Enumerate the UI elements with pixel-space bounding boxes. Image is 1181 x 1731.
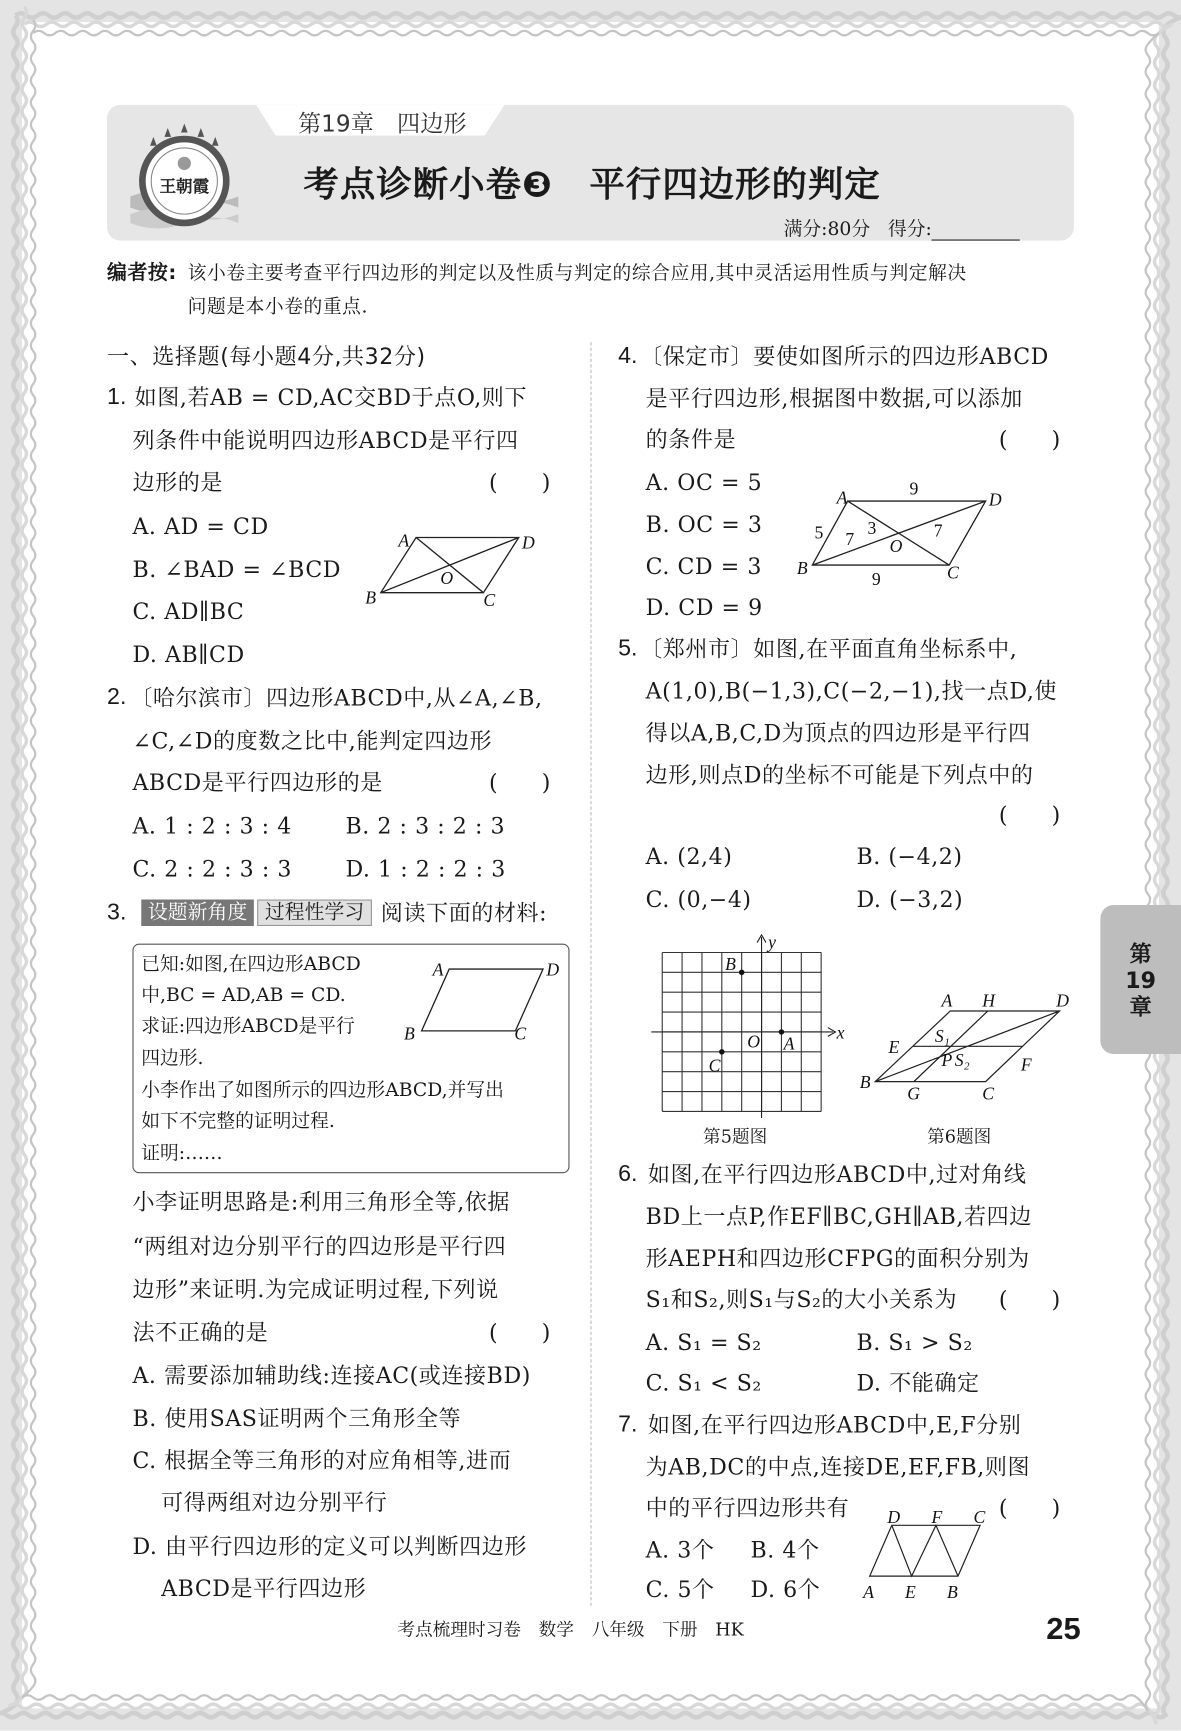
option-a[interactable]: A. 3个	[645, 1536, 715, 1563]
figure-label: F	[1020, 1054, 1032, 1075]
answer-blank[interactable]: ( )	[488, 769, 551, 796]
option-d[interactable]: D. 6个	[750, 1576, 821, 1603]
figure-label: 9	[909, 478, 919, 499]
footer-text: 考点梳理时习卷 数学 八年级 下册 HK	[397, 1619, 744, 1641]
option-b[interactable]: B. 2 : 3 : 2 : 3	[345, 812, 506, 839]
point-b	[739, 970, 745, 976]
q4-figure	[792, 477, 1013, 587]
option-a[interactable]: A. 需要添加辅助线:连接AC(或连接BD)	[132, 1361, 531, 1389]
option-b[interactable]: B. 使用SAS证明两个三角形全等	[132, 1405, 462, 1432]
figure-label: 7	[933, 520, 943, 541]
full-score: 满分:80分	[783, 218, 871, 241]
figure-label: E	[905, 1582, 916, 1603]
figure-label: 9	[871, 568, 881, 588]
option-b[interactable]: B. S₁ > S₂	[856, 1328, 973, 1356]
option-c[interactable]: C. 根据全等三角形的对应角相等,进而	[132, 1446, 512, 1474]
figure-label: D	[887, 1507, 901, 1528]
question-text: BD上一点P,作EF∥BC,GH∥AB,若四边	[645, 1203, 1032, 1230]
point-c	[719, 1049, 725, 1055]
material-line: 中,BC = AD,AB = CD.	[141, 984, 346, 1007]
figure-label: A	[836, 487, 848, 508]
option-c[interactable]: C. S₁ < S₂	[645, 1369, 762, 1397]
question-text: A(1,0),B(−1,3),C(−2,−1),找一点D,使	[645, 677, 1058, 705]
figure-label: D	[988, 489, 1002, 510]
figure-label: B	[859, 1072, 871, 1093]
question-text: 〔哈尔滨市〕四边形ABCD中,从∠A,∠B,	[130, 684, 543, 711]
option-d[interactable]: D. 不能确定	[856, 1369, 980, 1397]
figure-label: B	[403, 1023, 415, 1044]
column-divider	[590, 342, 591, 1606]
material-line: 求证:四边形ABCD是平行	[141, 1015, 355, 1038]
option-c[interactable]: C. (0,−4)	[645, 886, 752, 913]
question-text: 是平行四边形,根据图中数据,可以添加	[645, 385, 1023, 412]
question-text: 如图,在平行四边形ABCD中,E,F分别	[647, 1411, 1022, 1439]
figure-label: O	[747, 1031, 760, 1052]
figure-label: P	[941, 1050, 953, 1071]
option-c[interactable]: C. 2 : 2 : 3 : 3	[132, 855, 292, 882]
question-text: 的条件是	[645, 426, 737, 453]
figure-label: E	[888, 1036, 900, 1057]
section-title: 一、选择题(每小题4分,共32分)	[107, 343, 426, 370]
question-text: “两组对边分别平行的四边形是平行四	[132, 1232, 507, 1260]
material-line: 已知:如图,在四边形ABCD	[141, 953, 361, 976]
question-text: 阅读下面的材料:	[380, 899, 548, 927]
figure-label: A	[432, 959, 444, 980]
figure-label: B	[725, 954, 736, 975]
chapter-side-tab	[1100, 905, 1181, 1054]
question-number: 3.	[107, 899, 127, 925]
side-tab-text: 第	[1129, 939, 1152, 967]
option-d-cont: ABCD是平行四边形	[161, 1574, 367, 1602]
q6-figure	[855, 993, 1076, 1103]
question-text: 中的平行四边形共有	[645, 1494, 850, 1521]
score-blank[interactable]	[932, 222, 1020, 241]
question-number: 2.	[107, 684, 127, 710]
option-d[interactable]: D. AB∥CD	[132, 641, 245, 668]
question-text: 边形”来证明.为完成证明过程,下列说	[132, 1275, 499, 1303]
figure-label: S₂	[954, 1050, 970, 1071]
figure-caption: 第6题图	[927, 1125, 992, 1147]
side-tab-text: 19	[1125, 966, 1157, 993]
question-number: 1.	[107, 384, 127, 410]
option-a[interactable]: A. S₁ = S₂	[645, 1328, 762, 1356]
question-text: 〔郑州市〕如图,在平面直角坐标系中,	[640, 635, 1018, 663]
figure-label: A	[398, 530, 410, 551]
figure-label: G	[907, 1083, 920, 1104]
q5-coordinate-grid	[651, 933, 850, 1121]
option-d[interactable]: D. CD = 9	[645, 593, 763, 621]
q7-figure	[859, 1505, 991, 1604]
figure-label: x	[836, 1022, 845, 1043]
figure-label: C	[973, 1507, 986, 1528]
editor-note-label: 编者按:	[107, 261, 177, 285]
answer-blank[interactable]: ( )	[998, 426, 1061, 453]
tag-new-angle: 设题新角度	[141, 900, 254, 926]
figure-label: 5	[814, 522, 824, 543]
question-number: 7.	[618, 1411, 638, 1438]
option-a[interactable]: A. OC = 5	[645, 469, 763, 496]
question-text: 为AB,DC的中点,连接DE,EF,FB,则图	[645, 1453, 1031, 1481]
answer-blank[interactable]: ( )	[998, 1285, 1061, 1313]
option-b[interactable]: B. 4个	[750, 1536, 820, 1563]
editor-note-line: 问题是本小卷的重点.	[187, 295, 368, 318]
answer-blank[interactable]: ( )	[998, 801, 1061, 828]
option-b[interactable]: B. (−4,2)	[856, 843, 963, 870]
option-d[interactable]: D. 由平行四边形的定义可以判断四边形	[132, 1533, 528, 1560]
chapter-label: 第19章 四边形	[297, 110, 467, 137]
question-text: S₁和S₂,则S₁与S₂的大小关系为	[645, 1285, 958, 1313]
figure-label: A	[783, 1033, 795, 1054]
figure-label: D	[1056, 993, 1069, 1011]
question-text: 边形,则点D的坐标不可能是下列点中的	[645, 761, 1034, 789]
figure-label: O	[440, 567, 454, 588]
question-text: 如图,若AB = CD,AC交BD于点O,则下	[134, 384, 528, 411]
question-text: ∠C,∠D的度数之比中,能判定四边形	[132, 727, 493, 754]
answer-blank[interactable]: ( )	[488, 469, 551, 496]
option-c-cont: 可得两组对边分别平行	[161, 1488, 388, 1516]
question-number: 5.	[618, 635, 638, 662]
publisher-logo	[130, 119, 238, 234]
tag-process-learning: 过程性学习	[257, 900, 372, 926]
figure-label: C	[514, 1023, 527, 1044]
figure-label: 7	[845, 529, 855, 550]
logo-text: 王朝霞	[159, 176, 210, 197]
option-d[interactable]: D. 1 : 2 : 2 : 3	[345, 855, 506, 882]
question-text: ABCD是平行四边形的是	[132, 769, 383, 796]
editor-note-line: 该小卷主要考查平行四边形的判定以及性质与判定的综合应用,其中灵活运用性质与判定解决	[187, 262, 967, 285]
figure-label: C	[483, 589, 496, 610]
figure-label: B	[365, 587, 377, 608]
option-a[interactable]: A. (2,4)	[645, 843, 733, 870]
material-line: 小李作出了如图所示的四边形ABCD,并写出	[141, 1079, 504, 1102]
option-c[interactable]: C. 5个	[645, 1576, 715, 1603]
q3-figure	[400, 956, 566, 1044]
score-line	[784, 213, 1021, 241]
figure-label: y	[768, 932, 777, 953]
material-line: 四边形.	[141, 1047, 204, 1070]
side-tab-text: 章	[1129, 992, 1152, 1020]
question-text: 〔保定市〕要使如图所示的四边形ABCD	[640, 343, 1049, 370]
page-number: 25	[1046, 1611, 1081, 1646]
figure-label: H	[982, 993, 996, 1011]
answer-blank[interactable]: ( )	[998, 1494, 1061, 1521]
figure-label: C	[708, 1055, 721, 1076]
option-c[interactable]: C. AD∥BC	[132, 598, 245, 625]
score-label: 得分:	[888, 218, 932, 241]
figure-label: O	[889, 535, 903, 556]
question-text: 法不正确的是	[132, 1318, 269, 1346]
option-c[interactable]: C. CD = 3	[645, 552, 762, 580]
question-text: 小李证明思路是:利用三角形全等,依据	[132, 1188, 511, 1216]
figure-label: F	[931, 1507, 943, 1528]
figure-label: B	[946, 1582, 958, 1603]
question-text: 如图,在平行四边形ABCD中,过对角线	[647, 1161, 1027, 1188]
figure-label: A	[941, 993, 953, 1011]
q1-figure	[359, 524, 558, 612]
question-text: 形AEPH和四边形CFPG的面积分别为	[645, 1244, 1030, 1272]
question-text: 得以A,B,C,D为顶点的四边形是平行四	[645, 719, 1031, 747]
figure-label: 3	[867, 518, 877, 539]
figure-label: D	[546, 959, 560, 980]
page-title: 考点诊断小卷❸ 平行四边形的判定	[303, 163, 881, 206]
figure-caption: 第5题图	[703, 1125, 768, 1147]
figure-label: C	[982, 1083, 995, 1104]
question-number: 4.	[618, 343, 638, 369]
figure-label: B	[796, 557, 808, 578]
question-text: 列条件中能说明四边形ABCD是平行四	[132, 427, 519, 454]
option-d[interactable]: D. (−3,2)	[856, 886, 964, 913]
figure-label: D	[522, 532, 535, 553]
option-a[interactable]: A. AD = CD	[132, 513, 269, 540]
figure-label: A	[863, 1582, 874, 1603]
figure-label: S₁	[934, 1025, 950, 1046]
material-line: 证明:……	[141, 1142, 223, 1165]
option-b[interactable]: B. ∠BAD = ∠BCD	[132, 556, 342, 583]
material-line: 如下不完整的证明过程.	[141, 1110, 335, 1133]
figure-label: C	[946, 562, 959, 583]
option-a[interactable]: A. 1 : 2 : 3 : 4	[132, 812, 292, 839]
option-b[interactable]: B. OC = 3	[645, 511, 763, 538]
question-text: 边形的是	[132, 469, 223, 496]
answer-blank[interactable]: ( )	[488, 1318, 551, 1346]
question-number: 6.	[618, 1161, 638, 1187]
